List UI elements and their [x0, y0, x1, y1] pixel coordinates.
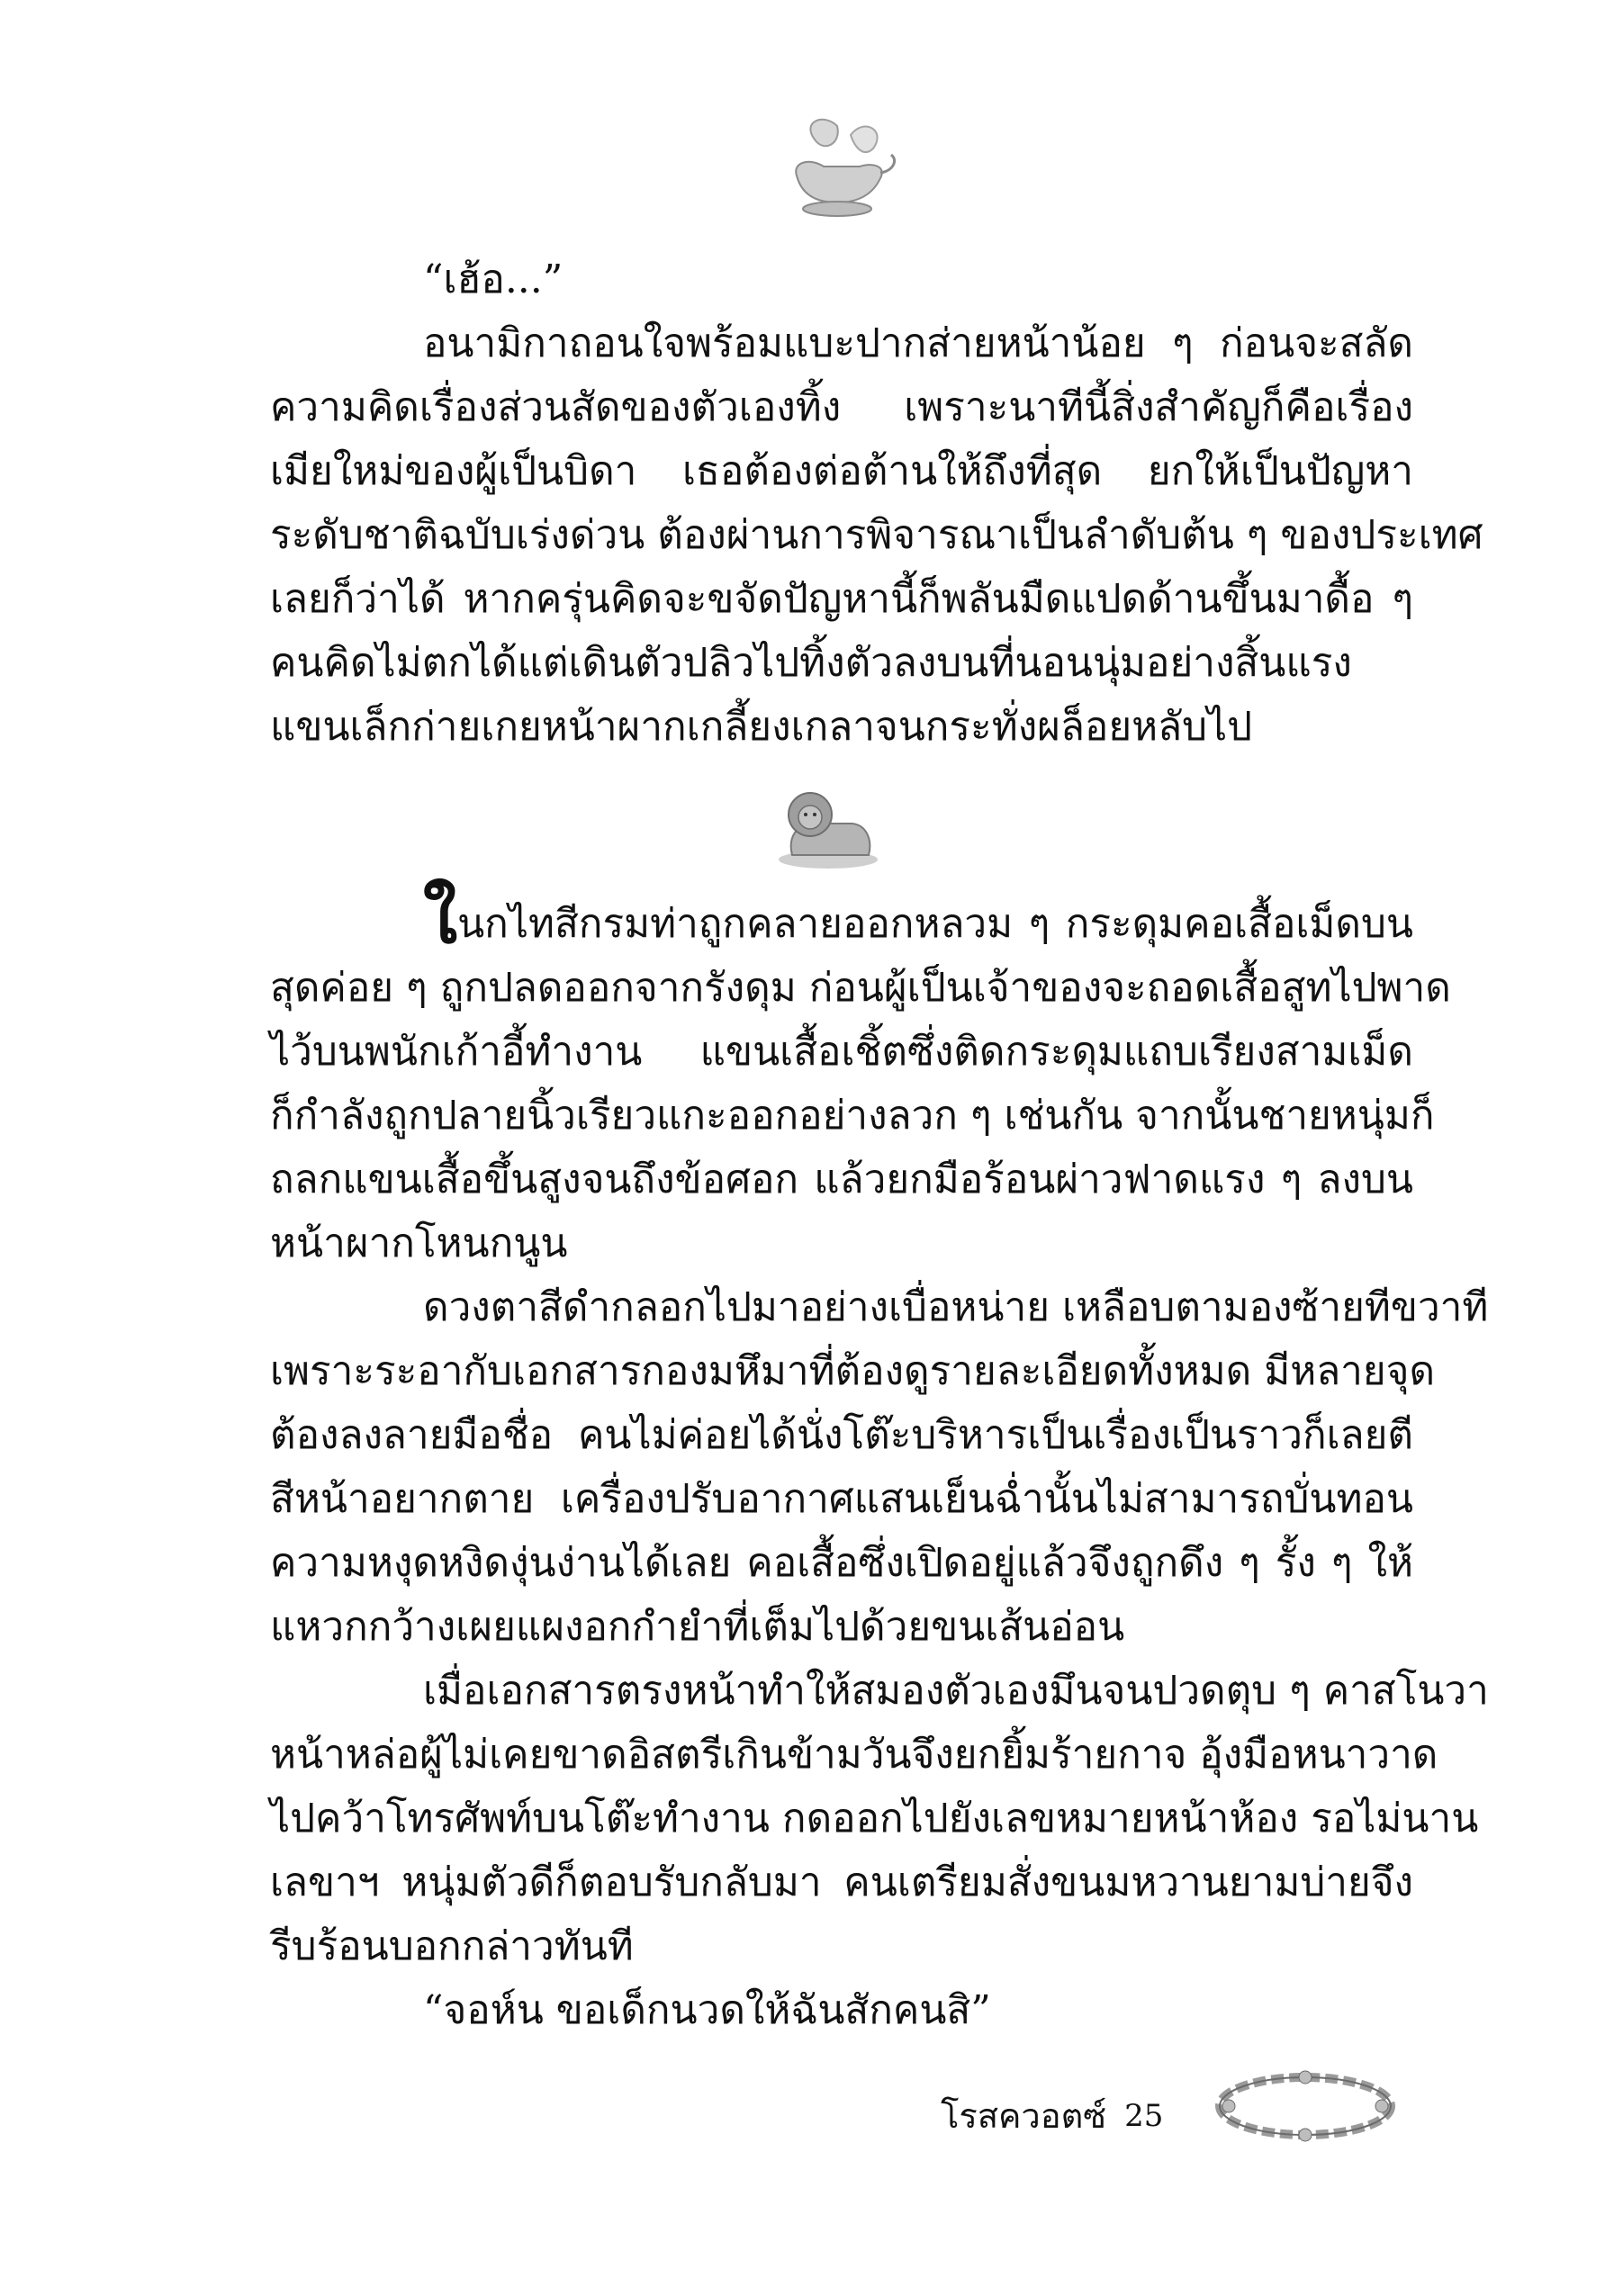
- text-line: คนคิดไม่ตกได้แต่เดินตัวปลิวไปทิ้งตัวลงบนที่นอนนุ่มอย่างสิ้นแรง: [270, 640, 1352, 686]
- book-title: โรสควอตซ์: [941, 2096, 1107, 2136]
- paragraph: [270, 1978, 1413, 2042]
- text-line: หน้าผากโหนกนูน: [270, 1220, 568, 1266]
- text-block-bottom: [270, 878, 1489, 2042]
- bracelet-ornament-icon: [1211, 2063, 1400, 2148]
- text-line: หน้าหล่อผู้ไม่เคยขาดอิสตรีเกินข้ามวันจึงยกยิ้มร้ายกาจ อุ้งมือหนาวาด: [270, 1732, 1438, 1778]
- text-line: ในกไทสีกรมท่าถูกคลายออกหลวม ๆ กระดุมคอเสื้อเม็ดบน: [423, 878, 1413, 959]
- text-line: แหวกกว้างเผยแผงอกกำยำที่เต็มไปด้วยขนเส้นอ่อน: [270, 1604, 1125, 1650]
- text-line: เมียใหม่ของผู้เป็นบิดา เธอต้องต่อต้านให้ถึงที่สุด ยกให้เป็นปัญหา: [270, 448, 1413, 494]
- text-line: ความหงุดหงิดงุ่นง่านได้เลย คอเสื้อซึ่งเปิดอยู่แล้วจึงถูกดึง ๆ รั้ง ๆ ให้: [270, 1540, 1413, 1586]
- text-line: อนามิกาถอนใจพร้อมแบะปากส่ายหน้าน้อย ๆ ก่อนจะสลัด: [423, 320, 1413, 366]
- teapot-ornament-icon: [774, 108, 900, 230]
- text-line: เลขาฯ หนุ่มตัวดีก็ตอบรับกลับมา คนเตรียมสั่งขนมหวานยามบ่ายจึง: [270, 1859, 1413, 1905]
- page-number: 25: [1124, 2097, 1164, 2134]
- paragraph: [270, 311, 1483, 759]
- text-line: ถลกแขนเสื้อขึ้นสูงจนถึงข้อศอก แล้วยกมือร้อนผ่าวฟาดแรง ๆ ลงบน: [270, 1157, 1413, 1202]
- lion-ornament-icon: [774, 783, 882, 873]
- paragraph: [270, 878, 1451, 1275]
- text-line: ต้องลงลายมือชื่อ คนไม่ค่อยได้นั่งโต๊ะบริหารเป็นเรื่องเป็นราวก็เลยตี: [270, 1412, 1413, 1458]
- text-line: ความคิดเรื่องส่วนสัดของตัวเองทิ้ง เพราะนาทีนี้สิ่งสำคัญก็คือเรื่อง: [270, 384, 1413, 430]
- paragraph: [270, 248, 1413, 311]
- text-line: ดวงตาสีดำกลอกไปมาอย่างเบื่อหน่าย เหลือบตามองซ้ายทีขวาที: [423, 1284, 1489, 1330]
- drop-cap: ใ: [423, 878, 458, 959]
- dialogue-line: “เฮ้อ...”: [423, 257, 564, 302]
- text-block-top: [270, 248, 1483, 759]
- text-line: สีหน้าอยากตาย เครื่องปรับอากาศแสนเย็นฉ่ำนั้นไม่สามารถบั่นทอน: [270, 1476, 1413, 1522]
- dialogue-line: “จอห์น ขอเด็กนวดให้ฉันสักคนสิ”: [423, 1987, 991, 2033]
- text-line: แขนเล็กก่ายเกยหน้าผากเกลี้ยงเกลาจนกระทั่งผล็อยหลับไป: [270, 704, 1253, 750]
- page-footer: [941, 2088, 1163, 2143]
- paragraph: [270, 1275, 1489, 1659]
- text-line: ไปคว้าโทรศัพท์บนโต๊ะทำงาน กดออกไปยังเลขหมายหน้าห้อง รอไม่นาน: [270, 1796, 1479, 1841]
- paragraph: [270, 1659, 1489, 1978]
- text-line: ไว้บนพนักเก้าอี้ทำงาน แขนเสื้อเชิ้ตซึ่งติดกระดุมแถบเรียงสามเม็ด: [270, 1029, 1413, 1075]
- text-line: เพราะระอากับเอกสารกองมหึมาที่ต้องดูรายละเอียดทั้งหมด มีหลายจุด: [270, 1348, 1436, 1394]
- text-line: รีบร้อนบอกกล่าวทันที: [270, 1923, 634, 1969]
- text-line: สุดค่อย ๆ ถูกปลดออกจากรังดุม ก่อนผู้เป็นเจ้าของจะถอดเสื้อสูทไปพาด: [270, 965, 1451, 1011]
- text-line: ระดับชาติฉบับเร่งด่วน ต้องผ่านการพิจารณาเป็นลำดับต้น ๆ ของประเทศ: [270, 512, 1483, 558]
- text-line: ก็กำลังถูกปลายนิ้วเรียวแกะออกอย่างลวก ๆ เช่นกัน จากนั้นชายหนุ่มก็: [270, 1093, 1435, 1139]
- text-line: เลยก็ว่าได้ หากครุ่นคิดจะขจัดปัญหานี้ก็พลันมืดแปดด้านขึ้นมาดื้อ ๆ: [270, 576, 1413, 622]
- text-line: เมื่อเอกสารตรงหน้าทำให้สมองตัวเองมึนจนปวดตุบ ๆ คาสโนวา: [423, 1668, 1489, 1714]
